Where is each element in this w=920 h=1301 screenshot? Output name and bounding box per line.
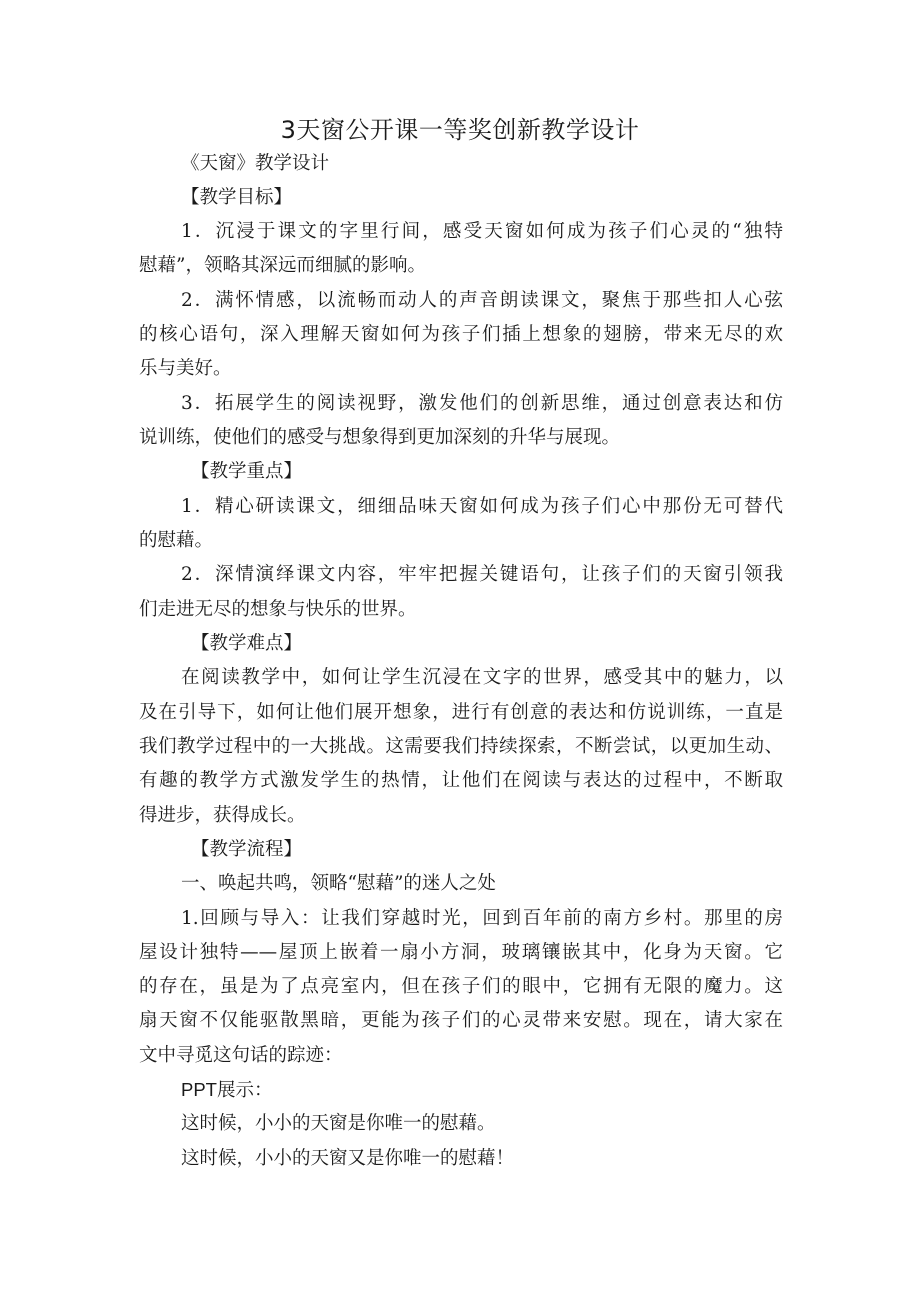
process-para-line-2: 屋设计独特——屋顶上嵌着一扇小方洞，玻璃镶嵌其中，化身为天窗。它 [139,942,783,963]
goal-3-line-2: 说训练，使他们的感受与想象得到更加深刻的升华与展现。 [139,427,621,448]
process-para-line-5: 文中寻觅这句话的踪迹： [139,1045,343,1066]
process-heading: 【教学流程】 [191,839,303,860]
difficulty-line-1: 在阅读教学中，如何让学生沉浸在文字的世界，感受其中的魅力，以 [181,667,783,688]
document-subtitle: 《天窗》教学设计 [181,153,330,174]
process-para-line-4: 扇天窗不仅能驱散黑暗，更能为孩子们的心灵带来安慰。现在，请大家在 [139,1010,783,1031]
goal-2-line-2: 的核心语句，深入理解天窗如何为孩子们插上想象的翅膀，带来无尽的欢 [139,324,783,345]
process-step-1-heading: 一、唤起共鸣，领略“慰藉”的迷人之处 [181,873,496,894]
difficulty-line-3: 我们教学过程中的一大挑战。这需要我们持续探索，不断尝试，以更加生动、 [139,736,783,757]
difficulty-line-5: 得进步，获得成长。 [139,805,306,826]
goals-heading: 【教学目标】 [181,187,293,208]
document-title: 3天窗公开课一等奖创新教学设计 [280,116,640,144]
focus-2-line-1: 2．深情演绎课文内容，牢牢把握关键语句，让孩子们的天窗引领我 [181,564,783,585]
goal-3-line-1: 3．拓展学生的阅读视野，激发他们的创新思维，通过创意表达和仿 [181,393,783,414]
difficulty-heading: 【教学难点】 [191,633,303,654]
focus-2-line-2: 们走进无尽的想象与快乐的世界。 [139,599,417,620]
focus-heading: 【教学重点】 [191,461,303,482]
quote-line-2: 这时候，小小的天窗又是你唯一的慰藉！ [181,1148,515,1169]
goal-1-line-1: 1．沉浸于课文的字里行间，感受天窗如何成为孩子们心灵的“独特 [181,221,783,242]
process-para-line-1: 1.回顾与导入：让我们穿越时光，回到百年前的南方乡村。那里的房 [181,908,783,929]
goal-2-line-1: 2．满怀情感，以流畅而动人的声音朗读课文，聚焦于那些扣人心弦 [181,290,783,311]
process-para-line-3: 的存在，虽是为了点亮室内，但在孩子们的眼中，它拥有无限的魔力。这 [139,976,783,997]
focus-1-line-2: 的慰藉。 [139,530,214,551]
goal-2-line-3: 乐与美好。 [139,358,232,379]
ppt-label: PPT展示： [181,1079,273,1100]
difficulty-line-4: 有趣的教学方式激发学生的热情，让他们在阅读与表达的过程中，不断取 [139,770,783,791]
quote-line-1: 这时候，小小的天窗是你唯一的慰藉。 [181,1113,496,1134]
goal-1-line-2: 慰藉”，领略其深远而细腻的影响。 [139,255,426,276]
difficulty-line-2: 及在引导下，如何让他们展开想象，进行有创意的表达和仿说训练，一直是 [139,702,783,723]
focus-1-line-1: 1．精心研读课文，细细品味天窗如何成为孩子们心中那份无可替代 [181,496,783,517]
